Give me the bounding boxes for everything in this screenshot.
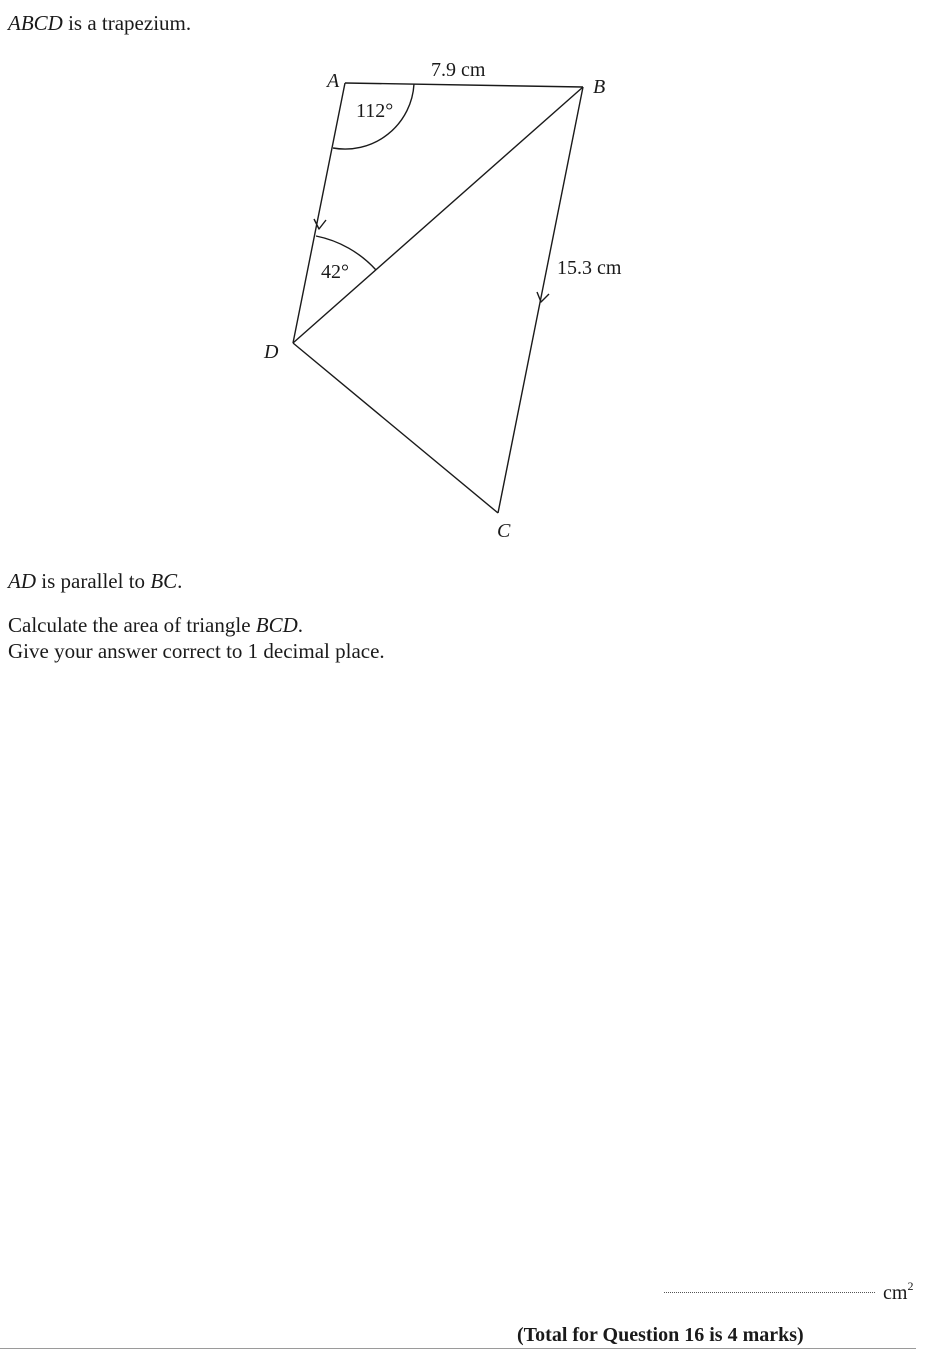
parallel-statement [8, 568, 182, 594]
vertex-label-d: D [264, 341, 279, 363]
task-line-1-end: . [297, 613, 304, 637]
task-triangle-name: BCD [255, 613, 298, 637]
parallel-arrow-bc [537, 292, 549, 302]
parallel-end: . [177, 569, 183, 593]
edge-cd [293, 343, 498, 513]
parallel-middle: is parallel to [36, 569, 151, 593]
total-marks: (Total for Question 16 is 4 marks) [517, 1324, 804, 1346]
answer-line[interactable] [664, 1292, 875, 1293]
angle-label-a: 112° [356, 100, 394, 122]
vertex-label-c: C [497, 520, 511, 542]
angle-label-d: 42° [321, 261, 349, 283]
answer-unit-base: cm [883, 1282, 908, 1304]
page-divider [0, 1348, 916, 1349]
vertex-label-b: B [593, 76, 606, 98]
answer-unit-power: 2 [907, 1279, 914, 1293]
answer-unit [883, 1274, 913, 1305]
length-label-bc: 15.3 cm [557, 257, 622, 279]
trapezium-diagram [0, 0, 926, 560]
parallel-side-ad: AD [8, 569, 36, 593]
task-line-1-text: Calculate the area of triangle [8, 613, 256, 637]
edge-ab [345, 83, 583, 87]
intro-rest: is a trapezium. [62, 11, 192, 35]
task-line-2: Give your answer correct to 1 decimal place. [8, 639, 385, 663]
intro-shape-name: ABCD [8, 11, 63, 35]
task-line-1 [8, 612, 303, 638]
length-label-ab: 7.9 cm [431, 59, 486, 81]
vertex-label-a: A [327, 70, 340, 92]
parallel-side-bc: BC [150, 569, 178, 593]
